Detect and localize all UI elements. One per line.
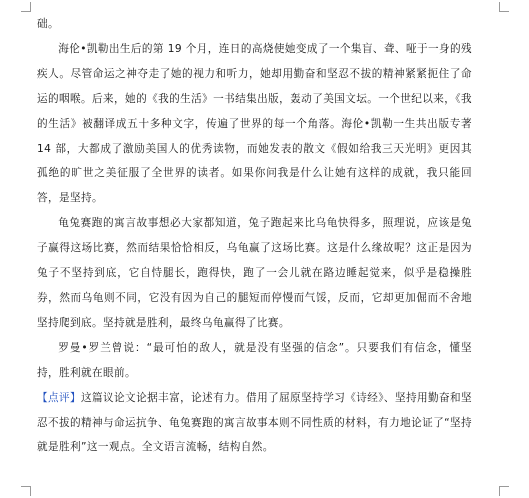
page-corner-mark-top-right [499, 2, 509, 12]
paragraph-helen-keller: 海伦•凯勒出生后的第 19 个月，连日的高烧使她变成了一个集盲、聋、哑于一身的残疾人。尽管命运之神夺走了她的视力和听力，她却用勤奋和坚忍不拔的精神紧紧扼住了命运的咽喉。后来，她的《我的生活》一书结集出版，轰动了美国文坛。一个世纪以来，《我的生活》被翻译成五十多种文字，传遍了世界的每一个角落。海伦•凯勒一生共出版专著 14 部，大都成了激励美国人的优秀读物，而她发表的散文《假如给我三天光明》更因其孤绝的旷世之美征服了全世界的读者。如果你问我是什么让她有这样的成就，我只能回答，是坚持。 [37, 42, 472, 205]
comment-paragraph [37, 386, 472, 461]
comment-label: 【点评】 [37, 391, 82, 404]
paragraph-tortoise-hare: 龟兔赛跑的寓言故事想必大家都知道，兔子跑起来比乌龟快得多，照理说，应该是兔子赢得这场比赛，然而结果恰恰相反，乌龟赢了这场比赛。这是什么缘故呢？这正是因为兔子不坚持到底，它自恃腿长，跑得快，跑了一会儿就在路边睡起觉来，似乎是稳操胜券，然而乌龟则不同，它没有因为自己的腿短而停慢而气馁，反而，它却更加倔而不舍地坚持爬到底。坚持就是胜利，最终乌龟赢得了比赛。 [37, 217, 472, 329]
paragraph-fragment: 础。 [37, 18, 59, 30]
comment-text: 这篇议论文论据丰富，论述有力。借用了屈原坚持学习《诗经》、坚持用勤奋和坚忍不拔的精神与命运抗争、龟兔赛跑的寓言故事本则不同性质的材料，有力地论证了“坚持就是胜利”这一观点。全文语言流畅，结构自然。 [37, 391, 472, 454]
page-corner-mark-bottom-right [499, 486, 509, 496]
page-corner-mark-top-left [21, 2, 31, 12]
page-corner-mark-bottom-left [21, 486, 31, 496]
paragraph-romain-rolland: 罗曼•罗兰曾说：“最可怕的敌人，就是没有坚强的信念”。只要我们有信念，懂坚持，胜利就在眼前。 [37, 341, 472, 379]
essay-body [37, 12, 472, 460]
